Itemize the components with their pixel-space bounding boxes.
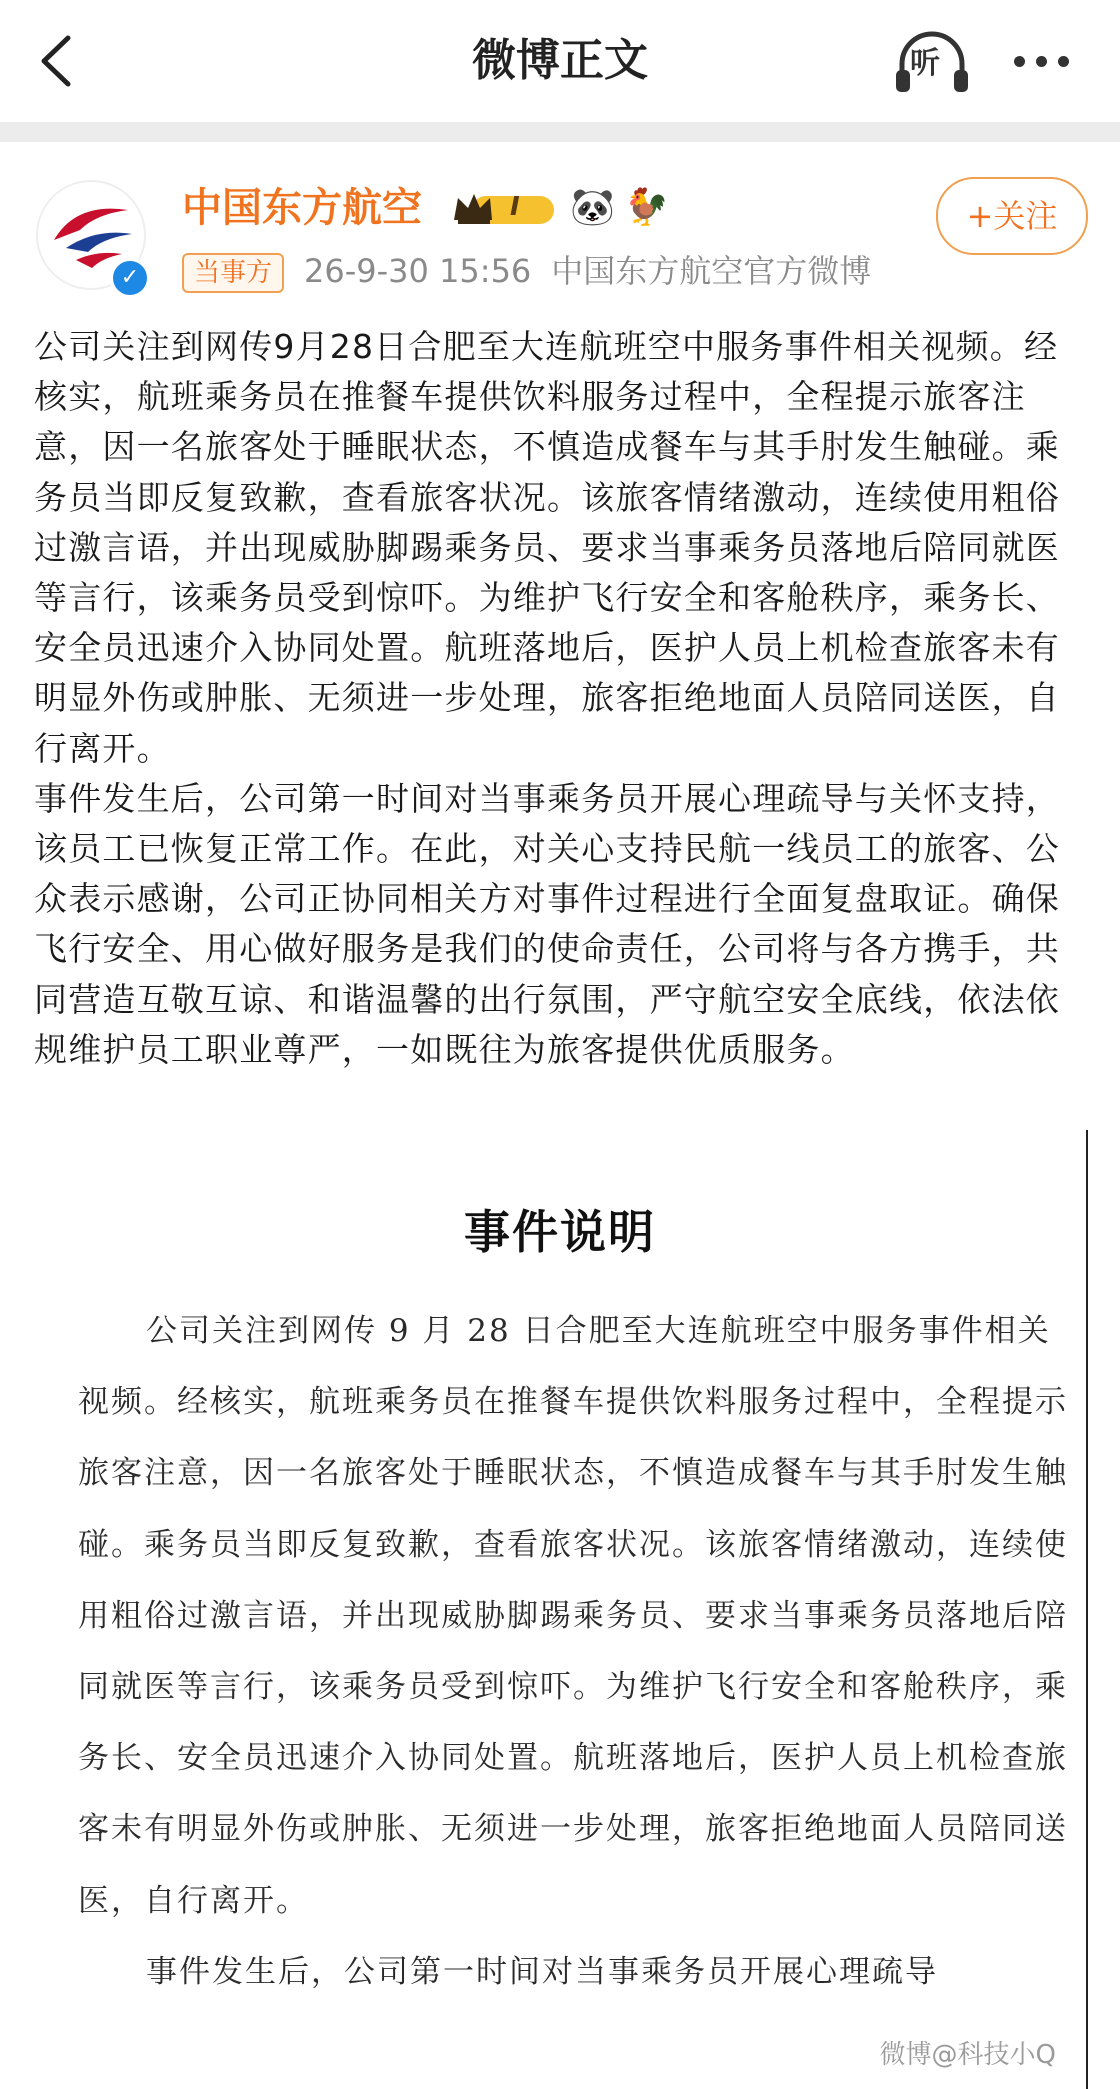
post-source: 中国东方航空官方微博 <box>551 252 872 290</box>
follow-button[interactable]: +关注 <box>936 177 1088 255</box>
dot-icon <box>1058 56 1069 67</box>
level-badge-text: I <box>510 192 520 222</box>
page-title: 微博正文 <box>472 35 648 86</box>
crown-icon <box>452 190 558 230</box>
vip-badge <box>452 190 558 230</box>
listen-label: 听 <box>910 46 940 81</box>
verified-icon: ✓ <box>110 258 150 298</box>
post-paragraph: 公司关注到网传9月28日合肥至大连航班空中服务事件相关视频。经核实，航班乘务员在推餐车提供饮料服务过程中，全程提示旅客注意，因一名旅客处于睡眠状态，不慎造成餐车与其手肘发生触碰。乘务员当即反复致歉，查看旅客状况。该旅客情绪激动，连续使用粗俗过激言语，并出现威胁脚踢乘务员、要求当事乘务员落地后陪同就医等言行，该乘务员受到惊吓。为维护飞行安全和客舱秩序，乘务长、安全员迅速介入协同处置。航班落地后，医护人员上机检查旅客未有明显外伤或肿胀、无须进一步处理，旅客拒绝地面人员陪同送医，自行离开。 <box>34 327 1060 768</box>
listen-button[interactable] <box>892 28 972 98</box>
panda-icon: 🐼 <box>570 187 615 228</box>
divider <box>0 122 1120 142</box>
post-meta <box>304 248 871 294</box>
document-paragraph: 事件发生后，公司第一时间对当事乘务员开展心理疏导 <box>146 1953 938 1990</box>
post-paragraph: 事件发生后，公司第一时间对当事乘务员开展心理疏导与关怀支持，该员工已恢复正常工作。在此，对关心支持民航一线员工的旅客、公众表示感谢，公司正协同相关方对事件过程进行全面复盘取证。确保飞行安全、用心做好服务是我们的使命责任，公司将与各方携手，共同营造互敬互谅、和谐温馨的出行氛围，严守航空安全底线，依法依规维护员工职业尊严，一如既往为旅客提供优质服务。 <box>34 778 1060 1069</box>
dot-icon <box>1036 56 1047 67</box>
post-text <box>34 322 1090 1075</box>
document-text <box>78 1296 1068 2008</box>
top-bar <box>0 0 1120 122</box>
dot-icon <box>1014 56 1025 67</box>
document-paragraph: 公司关注到网传 9 月 28 日合肥至大连航班空中服务事件相关视频。经核实，航班乘务员在推餐车提供饮料服务过程中，全程提示旅客注意，因一名旅客处于睡眠状态，不慎造成餐车与其手肘发生触碰。乘务员当即反复致歉，查看旅客状况。该旅客情绪激动，连续使用粗俗过激言语，并出现威胁脚踢乘务员、要求当事乘务员落地后陪同就医等言行，该乘务员受到惊吓。为维护飞行安全和客舱秩序，乘务长、安全员迅速介入协同处置。航班落地后，医护人员上机检查旅客未有明显外伤或肿胀、无须进一步处理，旅客拒绝地面人员陪同送医，自行离开。 <box>78 1313 1068 1919</box>
document-title: 事件说明 <box>464 1205 656 1259</box>
post-time: 26-9-30 15:56 <box>304 252 532 290</box>
more-options-button[interactable] <box>1010 46 1074 76</box>
watermark: 微博@科技小Q <box>879 2040 1056 2070</box>
rooster-icon: 🐓 <box>624 187 669 228</box>
attached-image[interactable] <box>34 1130 1088 2089</box>
username[interactable]: 中国东方航空 <box>182 185 422 231</box>
status-badge: 当事方 <box>182 253 284 293</box>
